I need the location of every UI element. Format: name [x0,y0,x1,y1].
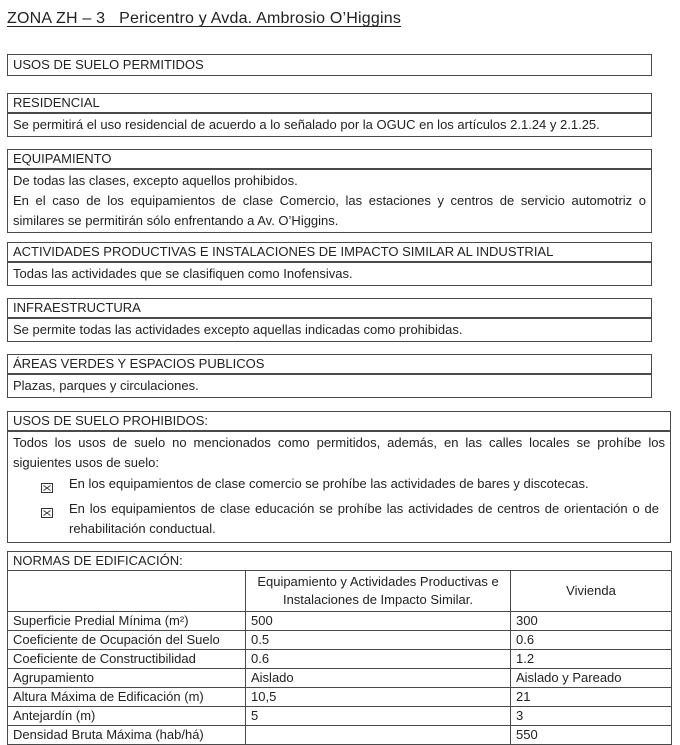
section-areas-verdes [7,354,652,398]
section-body [7,262,652,286]
cell-vivienda: Aislado y Pareado [511,669,672,688]
prohibited-intro: Todos los usos de suelo no mencionados como permitidos, además, en las calles locales se prohíbe los siguientes usos de suelo: [13,435,665,470]
prohibited-items-list [13,473,665,541]
section-heading: USOS DE SUELO PROHIBIDOS: [7,411,671,431]
section-paragraph: En el caso de los equipamientos de clase Comercio, las estaciones y centros de servicio automotriz o similares se permitirán sólo enfrentando a Av. O’Higgins. [13,193,646,228]
cell-equipamiento: 0.5 [246,631,511,650]
cell-equipamiento [246,726,511,745]
section-heading: RESIDENCIAL [7,93,652,113]
table-row [8,650,672,669]
section-body [7,318,652,342]
cell-vivienda: 1.2 [511,650,672,669]
table-row [8,612,672,631]
row-label: Densidad Bruta Máxima (hab/há) [8,726,246,745]
row-label: Agrupamiento [8,669,246,688]
section-heading: EQUIPAMIENTO [7,149,652,169]
section-paragraph: Se permitirá el uso residencial de acuerdo a lo señalado por la OGUC en los artículos 2.1.24 y 2.1.25. [13,117,600,132]
table-row [8,726,672,745]
row-label: Antejardín (m) [8,707,246,726]
cell-vivienda: 21 [511,688,672,707]
table-caption-row [8,552,672,571]
section-heading: ÁREAS VERDES Y ESPACIOS PUBLICOS [7,354,652,374]
cell-equipamiento: 500 [246,612,511,631]
normas-edificacion-table [7,551,672,745]
table-header-row [8,571,672,612]
cell-equipamiento: 0.6 [246,650,511,669]
row-label: Altura Máxima de Edificación (m) [8,688,246,707]
section-usos-prohibidos [7,411,671,543]
cell-vivienda: 300 [511,612,672,631]
cell-equipamiento: 10,5 [246,688,511,707]
section-body [7,374,652,398]
section-body [7,431,671,543]
section-heading: INFRAESTRUCTURA [7,298,652,318]
table-row [8,631,672,650]
list-item-text: En los equipamientos de clase comercio se prohíbe las actividades de bares y discotecas. [69,476,589,491]
column-header-vivienda: Vivienda [511,571,672,612]
column-header-label [8,571,246,612]
section-paragraph: Plazas, parques y circulaciones. [13,378,199,393]
section-paragraph: Se permite todas las actividades excepto aquellas indicadas como prohibidas. [13,322,463,337]
list-item [41,499,659,539]
list-item-text: En los equipamientos de clase educación se prohíbe las actividades de centros de orientación o de rehabilitación conductual. [69,501,659,536]
page-title: ZONA ZH – 3 Pericentro y Avda. Ambrosio O’Higgins [7,10,402,27]
table-caption: NORMAS DE EDIFICACIÓN: [8,552,672,571]
row-label: Coeficiente de Ocupación del Suelo [8,631,246,650]
cell-vivienda: 3 [511,707,672,726]
permitted-uses-header-box [7,54,652,76]
section-residencial [7,93,652,137]
table-row [8,688,672,707]
cell-vivienda: 0.6 [511,631,672,650]
section-infraestructura [7,298,652,342]
table-row [8,669,672,688]
section-body [7,169,652,233]
permitted-uses-label: USOS DE SUELO PERMITIDOS [13,57,204,72]
row-label: Coeficiente de Constructibilidad [8,650,246,669]
crossed-box-bullet-icon [41,479,53,499]
column-header-equipamiento: Equipamiento y Actividades Productivas e Instalaciones de Impacto Similar. [246,571,511,612]
cell-equipamiento: 5 [246,707,511,726]
row-label: Superficie Predial Mínima (m²) [8,612,246,631]
section-equipamiento [7,149,652,233]
section-body [7,113,652,137]
cell-vivienda: 550 [511,726,672,745]
section-paragraph: Todas las actividades que se clasifiquen como Inofensivas. [13,266,353,281]
section-heading: ACTIVIDADES PRODUCTIVAS E INSTALACIONES DE IMPACTO SIMILAR AL INDUSTRIAL [7,242,652,262]
list-item [41,474,659,499]
crossed-box-bullet-icon [41,504,53,524]
table-row [8,707,672,726]
cell-equipamiento: Aislado [246,669,511,688]
section-actividades-productivas [7,242,652,286]
section-paragraph: De todas las clases, excepto aquellos prohibidos. [13,173,298,188]
